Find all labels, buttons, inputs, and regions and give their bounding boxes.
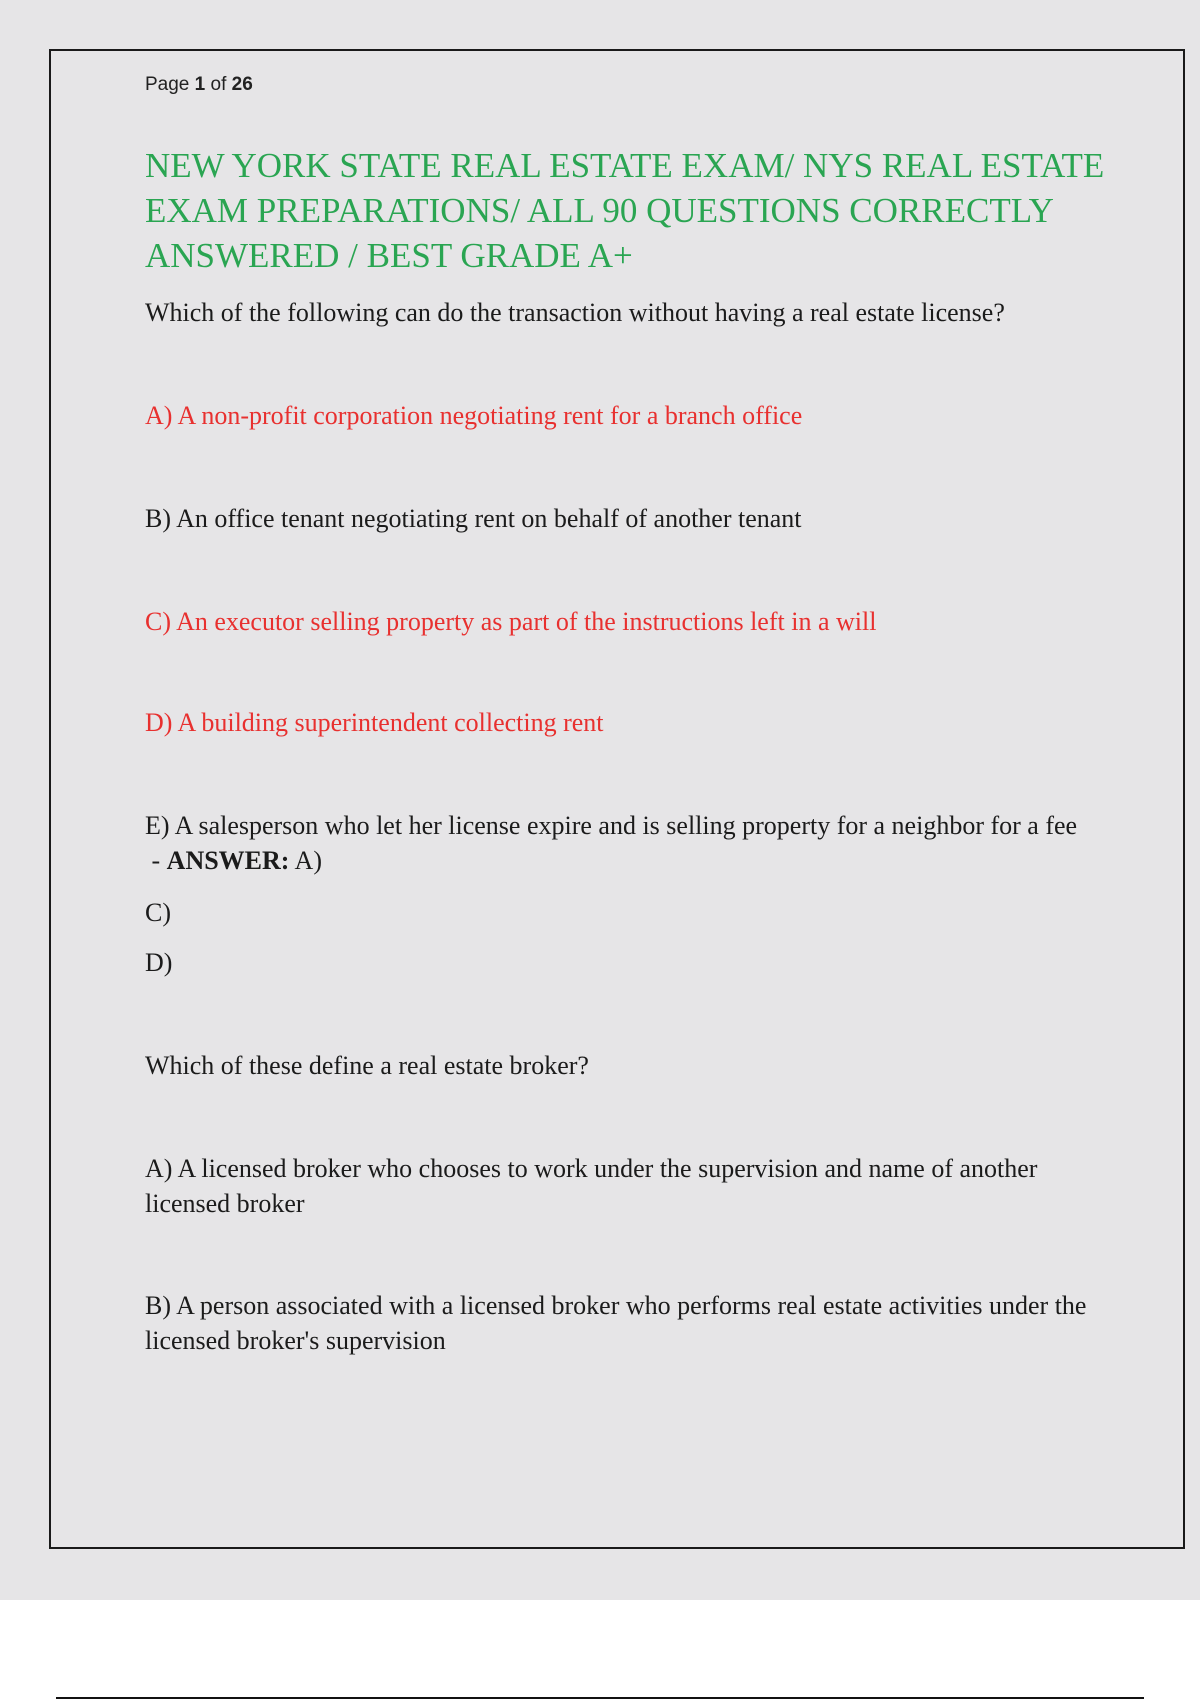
total-pages: 26 [231,74,253,95]
current-page: 1 [194,74,206,95]
answer-value-1: A) [294,846,322,875]
answer-label: ANSWER: [166,846,290,875]
q1-option-e-text: E) A salesperson who let her license expire and is selling property for a neighbor for a fee [145,811,1078,840]
q2-option-a: A) A licensed broker who chooses to work under the supervision and name of another licensed broker [145,1154,1038,1218]
q2-option-b: B) A person associated with a licensed broker who performs real estate activities under the licensed broker's supervision [145,1291,1087,1355]
page-of-label: of [210,74,227,95]
q1-option-e [145,808,1095,878]
q1-option-b: B) An office tenant negotiating rent on behalf of another tenant [145,504,802,533]
question-2: Which of these define a real estate broker? [145,1051,589,1080]
footer-rule [56,1697,1144,1699]
q1-option-c: C) An executor selling property as part of the instructions left in a will [145,607,877,636]
page-indicator [145,74,253,96]
document-title: NEW YORK STATE REAL ESTATE EXAM/ NYS REAL ESTATE EXAM PREPARATIONS/ ALL 90 QUESTIONS CORRECTLY ANSWERED / BEST GRADE A+ [145,146,1105,275]
q1-option-d: D) A building superintendent collecting rent [145,708,604,737]
answer-value-2: C) [145,898,171,927]
answer-value-3: D) [145,948,173,977]
page-label: Page [145,74,190,95]
q1-option-a: A) A non-profit corporation negotiating rent for a branch office [145,401,803,430]
answer-separator: - [145,846,167,875]
question-1: Which of the following can do the transaction without having a real estate license? [145,298,1005,327]
